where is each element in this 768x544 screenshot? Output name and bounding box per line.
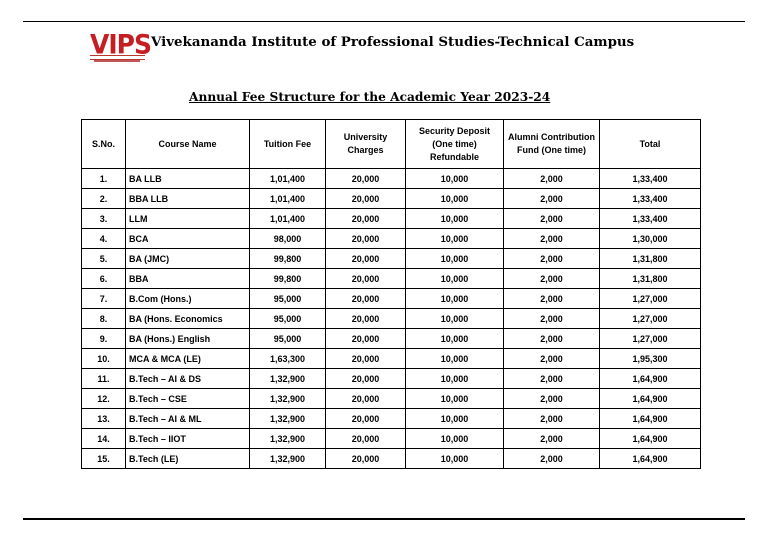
cell-course-name: B.Com (Hons.) [126, 289, 250, 309]
cell-tuition-fee: 1,01,400 [250, 209, 326, 229]
cell-security-deposit: 10,000 [406, 189, 504, 209]
security-deposit-label: Security Deposit (One time) Refundable [418, 125, 491, 162]
cell-security-deposit: 10,000 [406, 209, 504, 229]
cell-total: 1,95,300 [600, 349, 701, 369]
cell-university-charges: 20,000 [326, 449, 406, 469]
fee-structure-table [81, 119, 701, 469]
cell-course-name: BCA [126, 229, 250, 249]
cell-security-deposit: 10,000 [406, 449, 504, 469]
cell-tuition-fee: 1,32,900 [250, 389, 326, 409]
cell-course-name: MCA & MCA (LE) [126, 349, 250, 369]
alumni-fund-label: Alumni Contribution Fund (One time) [508, 132, 595, 155]
cell-alumni-fund: 2,000 [504, 449, 600, 469]
logo-text: VIPS [90, 28, 151, 61]
cell-university-charges: 20,000 [326, 169, 406, 189]
cell-security-deposit: 10,000 [406, 269, 504, 289]
cell-alumni-fund: 2,000 [504, 369, 600, 389]
cell-university-charges: 20,000 [326, 189, 406, 209]
cell-sno: 3. [82, 209, 126, 229]
cell-total: 1,64,900 [600, 429, 701, 449]
cell-security-deposit: 10,000 [406, 289, 504, 309]
cell-sno: 7. [82, 289, 126, 309]
cell-alumni-fund: 2,000 [504, 209, 600, 229]
cell-sno: 8. [82, 309, 126, 329]
cell-alumni-fund: 2,000 [504, 389, 600, 409]
cell-course-name: BA LLB [126, 169, 250, 189]
cell-total: 1,33,400 [600, 169, 701, 189]
cell-course-name: BA (Hons.) English [126, 329, 250, 349]
table-row [82, 409, 701, 429]
cell-alumni-fund: 2,000 [504, 169, 600, 189]
cell-sno: 1. [82, 169, 126, 189]
cell-alumni-fund: 2,000 [504, 249, 600, 269]
table-row [82, 349, 701, 369]
table-row [82, 429, 701, 449]
column-header-course-name: Course Name [126, 120, 250, 169]
cell-university-charges: 20,000 [326, 329, 406, 349]
cell-tuition-fee: 95,000 [250, 289, 326, 309]
table-row [82, 449, 701, 469]
cell-security-deposit: 10,000 [406, 169, 504, 189]
cell-course-name: B.Tech – CSE [126, 389, 250, 409]
cell-course-name: BBA LLB [126, 189, 250, 209]
cell-total: 1,31,800 [600, 269, 701, 289]
cell-course-name: B.Tech – IIOT [126, 429, 250, 449]
cell-total: 1,64,900 [600, 449, 701, 469]
table-row [82, 389, 701, 409]
cell-sno: 4. [82, 229, 126, 249]
cell-university-charges: 20,000 [326, 269, 406, 289]
cell-university-charges: 20,000 [326, 309, 406, 329]
cell-course-name: BBA [126, 269, 250, 289]
cell-sno: 5. [82, 249, 126, 269]
university-charges-label: University Charges [343, 132, 388, 155]
table-row [82, 189, 701, 209]
cell-university-charges: 20,000 [326, 249, 406, 269]
cell-alumni-fund: 2,000 [504, 309, 600, 329]
column-header-total: Total [600, 120, 701, 169]
cell-alumni-fund: 2,000 [504, 269, 600, 289]
cell-total: 1,33,400 [600, 209, 701, 229]
cell-university-charges: 20,000 [326, 209, 406, 229]
cell-tuition-fee: 1,32,900 [250, 369, 326, 389]
cell-alumni-fund: 2,000 [504, 429, 600, 449]
cell-course-name: BA (JMC) [126, 249, 250, 269]
cell-tuition-fee: 1,01,400 [250, 169, 326, 189]
cell-security-deposit: 10,000 [406, 229, 504, 249]
table-header-row [82, 120, 701, 169]
table-body [82, 169, 701, 469]
cell-total: 1,30,000 [600, 229, 701, 249]
column-header-tuition-fee: Tuition Fee [250, 120, 326, 169]
cell-sno: 15. [82, 449, 126, 469]
cell-security-deposit: 10,000 [406, 429, 504, 449]
cell-course-name: B.Tech – AI & DS [126, 369, 250, 389]
cell-tuition-fee: 95,000 [250, 309, 326, 329]
cell-total: 1,33,400 [600, 189, 701, 209]
cell-university-charges: 20,000 [326, 389, 406, 409]
cell-tuition-fee: 1,63,300 [250, 349, 326, 369]
table-row [82, 269, 701, 289]
cell-sno: 11. [82, 369, 126, 389]
cell-total: 1,27,000 [600, 329, 701, 349]
cell-tuition-fee: 99,800 [250, 249, 326, 269]
table-row [82, 309, 701, 329]
cell-total: 1,64,900 [600, 369, 701, 389]
cell-university-charges: 20,000 [326, 409, 406, 429]
cell-sno: 2. [82, 189, 126, 209]
column-header-security-deposit [406, 120, 504, 169]
cell-total: 1,64,900 [600, 409, 701, 429]
logo-tagline-graphic-2 [94, 60, 140, 62]
cell-security-deposit: 10,000 [406, 249, 504, 269]
cell-university-charges: 20,000 [326, 229, 406, 249]
cell-sno: 14. [82, 429, 126, 449]
table-row [82, 249, 701, 269]
cell-sno: 13. [82, 409, 126, 429]
table-row [82, 369, 701, 389]
table-row [82, 329, 701, 349]
column-header-sno: S.No. [82, 120, 126, 169]
cell-security-deposit: 10,000 [406, 309, 504, 329]
column-header-alumni-fund [504, 120, 600, 169]
cell-tuition-fee: 1,32,900 [250, 449, 326, 469]
cell-university-charges: 20,000 [326, 349, 406, 369]
cell-course-name: B.Tech – AI & ML [126, 409, 250, 429]
cell-total: 1,64,900 [600, 389, 701, 409]
cell-tuition-fee: 1,01,400 [250, 189, 326, 209]
cell-total: 1,27,000 [600, 309, 701, 329]
cell-university-charges: 20,000 [326, 369, 406, 389]
cell-tuition-fee: 99,800 [250, 269, 326, 289]
cell-sno: 10. [82, 349, 126, 369]
cell-alumni-fund: 2,000 [504, 189, 600, 209]
cell-university-charges: 20,000 [326, 289, 406, 309]
document-title: Annual Fee Structure for the Academic Year 2023-24 [189, 90, 551, 104]
cell-security-deposit: 10,000 [406, 369, 504, 389]
cell-course-name: LLM [126, 209, 250, 229]
institute-name: Vivekananda Institute of Professional Studies-Technical Campus [151, 34, 635, 50]
table-row [82, 169, 701, 189]
cell-security-deposit: 10,000 [406, 349, 504, 369]
cell-course-name: B.Tech (LE) [126, 449, 250, 469]
cell-university-charges: 20,000 [326, 429, 406, 449]
cell-alumni-fund: 2,000 [504, 289, 600, 309]
cell-sno: 9. [82, 329, 126, 349]
cell-alumni-fund: 2,000 [504, 409, 600, 429]
cell-tuition-fee: 1,32,900 [250, 409, 326, 429]
cell-tuition-fee: 1,32,900 [250, 429, 326, 449]
column-header-university-charges [326, 120, 406, 169]
cell-alumni-fund: 2,000 [504, 229, 600, 249]
cell-total: 1,31,800 [600, 249, 701, 269]
cell-total: 1,27,000 [600, 289, 701, 309]
cell-tuition-fee: 95,000 [250, 329, 326, 349]
cell-course-name: BA (Hons. Economics [126, 309, 250, 329]
cell-security-deposit: 10,000 [406, 389, 504, 409]
table-row [82, 229, 701, 249]
cell-sno: 12. [82, 389, 126, 409]
vips-logo [90, 28, 151, 65]
cell-alumni-fund: 2,000 [504, 329, 600, 349]
cell-alumni-fund: 2,000 [504, 349, 600, 369]
cell-security-deposit: 10,000 [406, 329, 504, 349]
table-row [82, 289, 701, 309]
cell-security-deposit: 10,000 [406, 409, 504, 429]
table-row [82, 209, 701, 229]
cell-tuition-fee: 98,000 [250, 229, 326, 249]
cell-sno: 6. [82, 269, 126, 289]
